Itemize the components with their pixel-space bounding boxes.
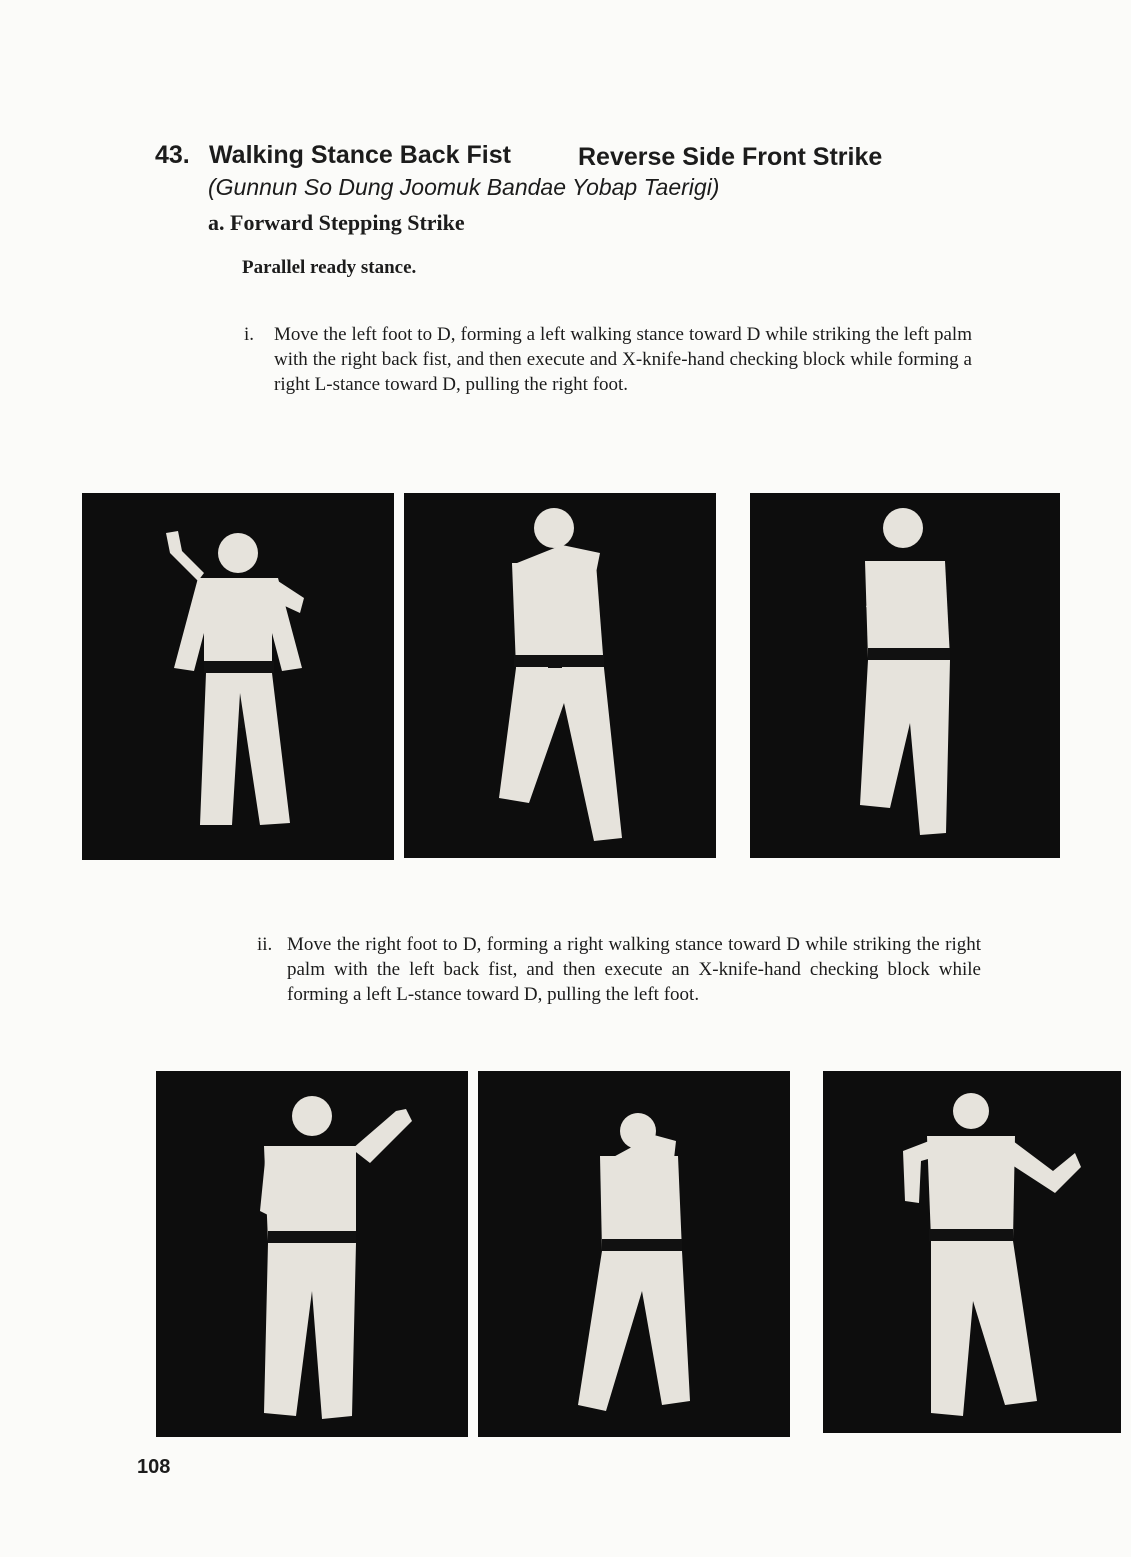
figure-x-knife-hand-block (750, 493, 1060, 858)
photo-x-knife-hand-block (823, 1071, 1121, 1433)
heading-title-primary: Walking Stance Back Fist (209, 141, 511, 169)
ready-stance: Parallel ready stance. (242, 257, 417, 278)
page-number: 108 (137, 1456, 171, 1478)
figure-back-fist-raised (156, 1071, 468, 1437)
heading-number: 43. (155, 141, 190, 169)
step-text: Move the left foot to D, forming a left walking stance toward D while striking the left palm with the right back fist, and then execute and X-knife-hand checking block while forming a right L-stance toward D, pulling the right foot. (274, 324, 972, 395)
step-text: Move the right foot to D, forming a right walking stance toward D while striking the right palm with the left back fist, and then execute an X-knife-hand checking block while forming a left L-stance toward D, pulling the left foot. (287, 934, 981, 1005)
photo-back-fist-strike (478, 1071, 790, 1437)
heading-subtitle: (Gunnun So Dung Joomuk Bandae Yobap Taerigi) (208, 174, 720, 200)
section-heading (155, 141, 955, 175)
figure-back-fist-strike (478, 1071, 790, 1437)
photo-back-fist-raised (82, 493, 394, 860)
figure-back-fist-strike (404, 493, 716, 858)
step-label: ii. (257, 934, 273, 955)
figure-x-knife-hand-block (823, 1071, 1121, 1433)
step-ii (257, 932, 981, 1007)
photo-back-fist-strike (404, 493, 716, 858)
step-i (244, 322, 972, 397)
photo-back-fist-raised (156, 1071, 468, 1437)
photo-x-knife-hand-block (750, 493, 1060, 858)
step-label: i. (244, 324, 255, 345)
subsection-label: a. Forward Stepping Strike (208, 210, 465, 235)
figure-back-fist-raised (82, 493, 394, 860)
heading-title-secondary: Reverse Side Front Strike (578, 143, 883, 171)
